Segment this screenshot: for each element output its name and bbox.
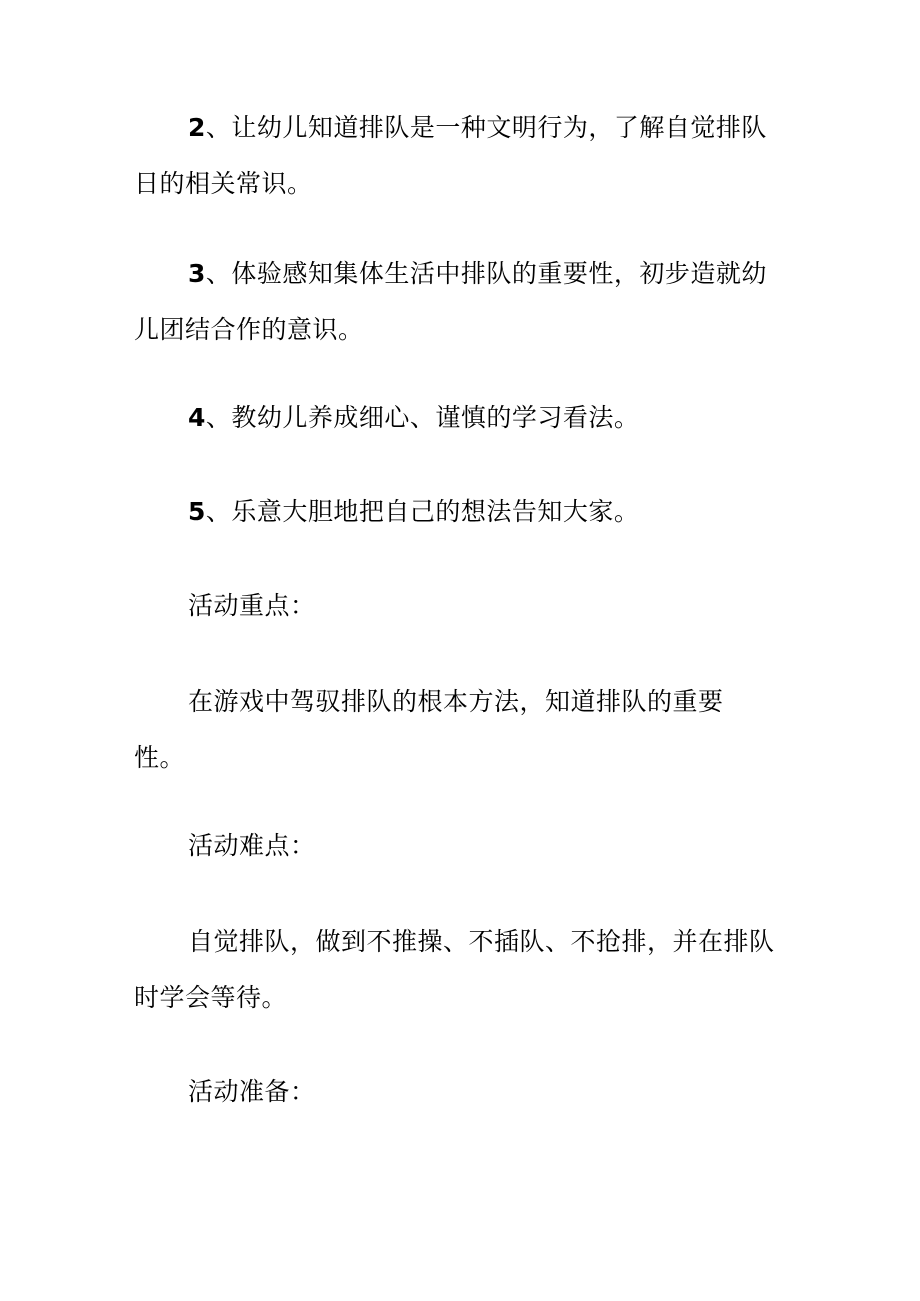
paragraph-text: 活动准备：	[188, 1077, 316, 1106]
paragraph-text: 在游戏中驾驭排队的根本方法，知道排队的重要性。	[134, 687, 724, 772]
objective-5	[134, 484, 784, 540]
item-number: 2	[188, 113, 206, 142]
item-number: 5	[188, 497, 206, 526]
paragraph-text: 、体验感知集体生活中排队的重要性，初步造就幼儿团结合作的意识。	[134, 259, 767, 344]
objective-4	[134, 390, 784, 446]
key-points-text	[134, 674, 754, 786]
section-heading-key-points	[134, 578, 784, 634]
section-heading-preparation	[134, 1064, 784, 1120]
item-number: 4	[188, 403, 206, 432]
objective-3	[134, 246, 784, 358]
paragraph-text: 自觉排队，做到不推操、不插队、不抢排，并在排队时学会等待。	[134, 927, 775, 1012]
section-heading-difficulties	[134, 818, 784, 874]
paragraph-text: 、乐意大胆地把自己的想法告知大家。	[205, 497, 640, 526]
item-number: 3	[188, 259, 206, 288]
objective-2	[134, 100, 784, 212]
paragraph-text: 活动难点：	[188, 831, 316, 860]
difficulties-text	[134, 914, 784, 1026]
paragraph-text: 活动重点：	[188, 591, 316, 620]
paragraph-text: 、教幼儿养成细心、谨慎的学习看法。	[205, 403, 640, 432]
paragraph-text: 、让幼儿知道排队是一种文明行为，了解自觉排队日的相关常识。	[134, 113, 767, 198]
